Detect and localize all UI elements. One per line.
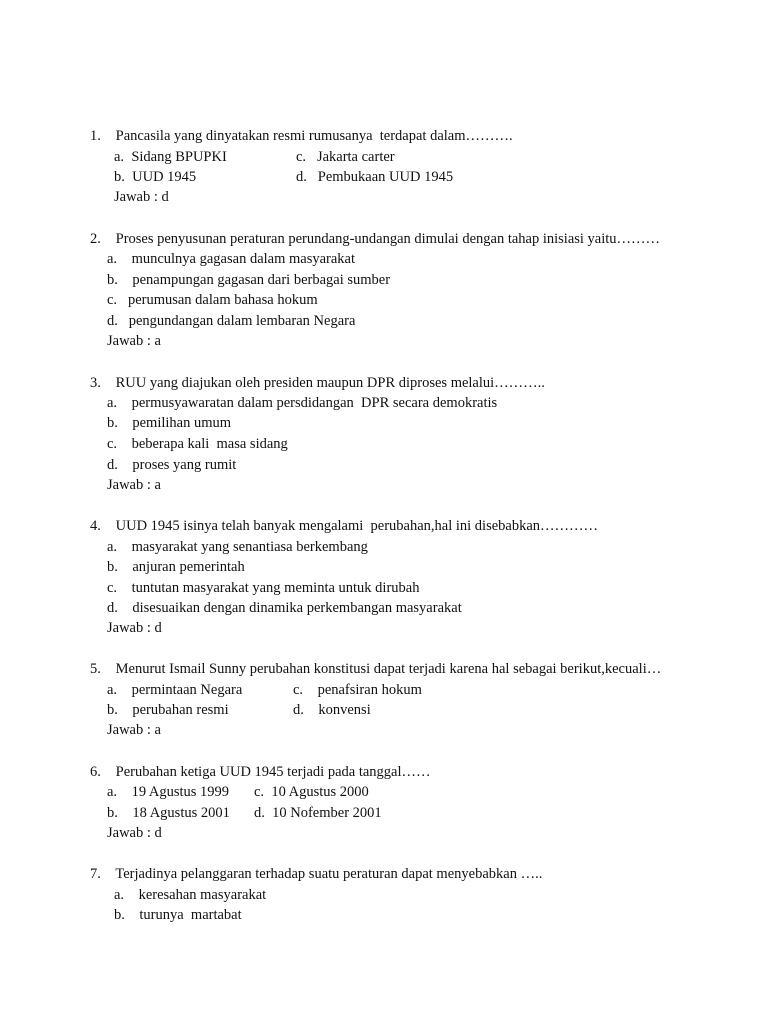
option-a: a. Sidang BPUPKI bbox=[114, 149, 227, 165]
answer: Jawab : d bbox=[114, 189, 169, 205]
question-stem: 6. Perubahan ketiga UUD 1945 terjadi pada tanggal…… bbox=[90, 764, 431, 780]
option-a: a. 19 Agustus 1999 bbox=[107, 784, 230, 800]
option-d: d. proses yang rumit bbox=[107, 457, 237, 473]
option-a: a. munculnya gagasan dalam masyarakat bbox=[107, 251, 356, 267]
option-b: b. pemilihan umum bbox=[107, 415, 232, 431]
option-b: b. 18 Agustus 2001 bbox=[107, 805, 230, 821]
option-c: c. Jakarta carter bbox=[296, 149, 395, 165]
answer: Jawab : a bbox=[107, 333, 161, 349]
option-c: c. perumusan dalam bahasa hokum bbox=[107, 292, 318, 308]
question-stem: 3. RUU yang diajukan oleh presiden maupun DPR diproses melalui……….. bbox=[90, 375, 545, 391]
option-c: c. 10 Agustus 2000 bbox=[254, 784, 369, 800]
option-a: a. keresahan masyarakat bbox=[114, 887, 267, 903]
option-c: c. beberapa kali masa sidang bbox=[107, 436, 288, 452]
question-stem: 2. Proses penyusunan peraturan perundang-undangan dimulai dengan tahap inisiasi yaitu……… bbox=[90, 231, 661, 247]
question-stem: 5. Menurut Ismail Sunny perubahan konstitusi dapat terjadi karena hal sebagai berikut,kecuali… bbox=[90, 661, 662, 677]
option-d: d. 10 Nofember 2001 bbox=[254, 805, 382, 821]
question-stem: 7. Terjadinya pelanggaran terhadap suatu peraturan dapat menyebabkan ….. bbox=[90, 866, 543, 882]
option-d: d. pengundangan dalam lembaran Negara bbox=[107, 313, 356, 329]
option-a: a. permintaan Negara bbox=[107, 682, 243, 698]
option-a: a. masyarakat yang senantiasa berkembang bbox=[107, 539, 368, 555]
option-b: b. UUD 1945 bbox=[114, 169, 197, 185]
answer: Jawab : a bbox=[107, 722, 161, 738]
option-d: d. konvensi bbox=[293, 702, 371, 718]
option-d: d. Pembukaan UUD 1945 bbox=[296, 169, 454, 185]
option-c: c. tuntutan masyarakat yang meminta untuk dirubah bbox=[107, 580, 420, 596]
option-b: b. perubahan resmi bbox=[107, 702, 229, 718]
option-b: b. penampungan gagasan dari berbagai sumber bbox=[107, 272, 391, 288]
option-c: c. penafsiran hokum bbox=[293, 682, 422, 698]
answer: Jawab : d bbox=[107, 620, 162, 636]
option-b: b. turunya martabat bbox=[114, 907, 242, 923]
option-b: b. anjuran pemerintah bbox=[107, 559, 245, 575]
option-a: a. permusyawaratan dalam persdidangan DPR secara demokratis bbox=[107, 395, 498, 411]
question-stem: 4. UUD 1945 isinya telah banyak mengalami perubahan,hal ini disebabkan………… bbox=[90, 518, 599, 534]
answer: Jawab : d bbox=[107, 825, 162, 841]
answer: Jawab : a bbox=[107, 477, 161, 493]
question-stem: 1. Pancasila yang dinyatakan resmi rumusanya terdapat dalam………. bbox=[90, 128, 513, 144]
option-d: d. disesuaikan dengan dinamika perkembangan masyarakat bbox=[107, 600, 462, 616]
